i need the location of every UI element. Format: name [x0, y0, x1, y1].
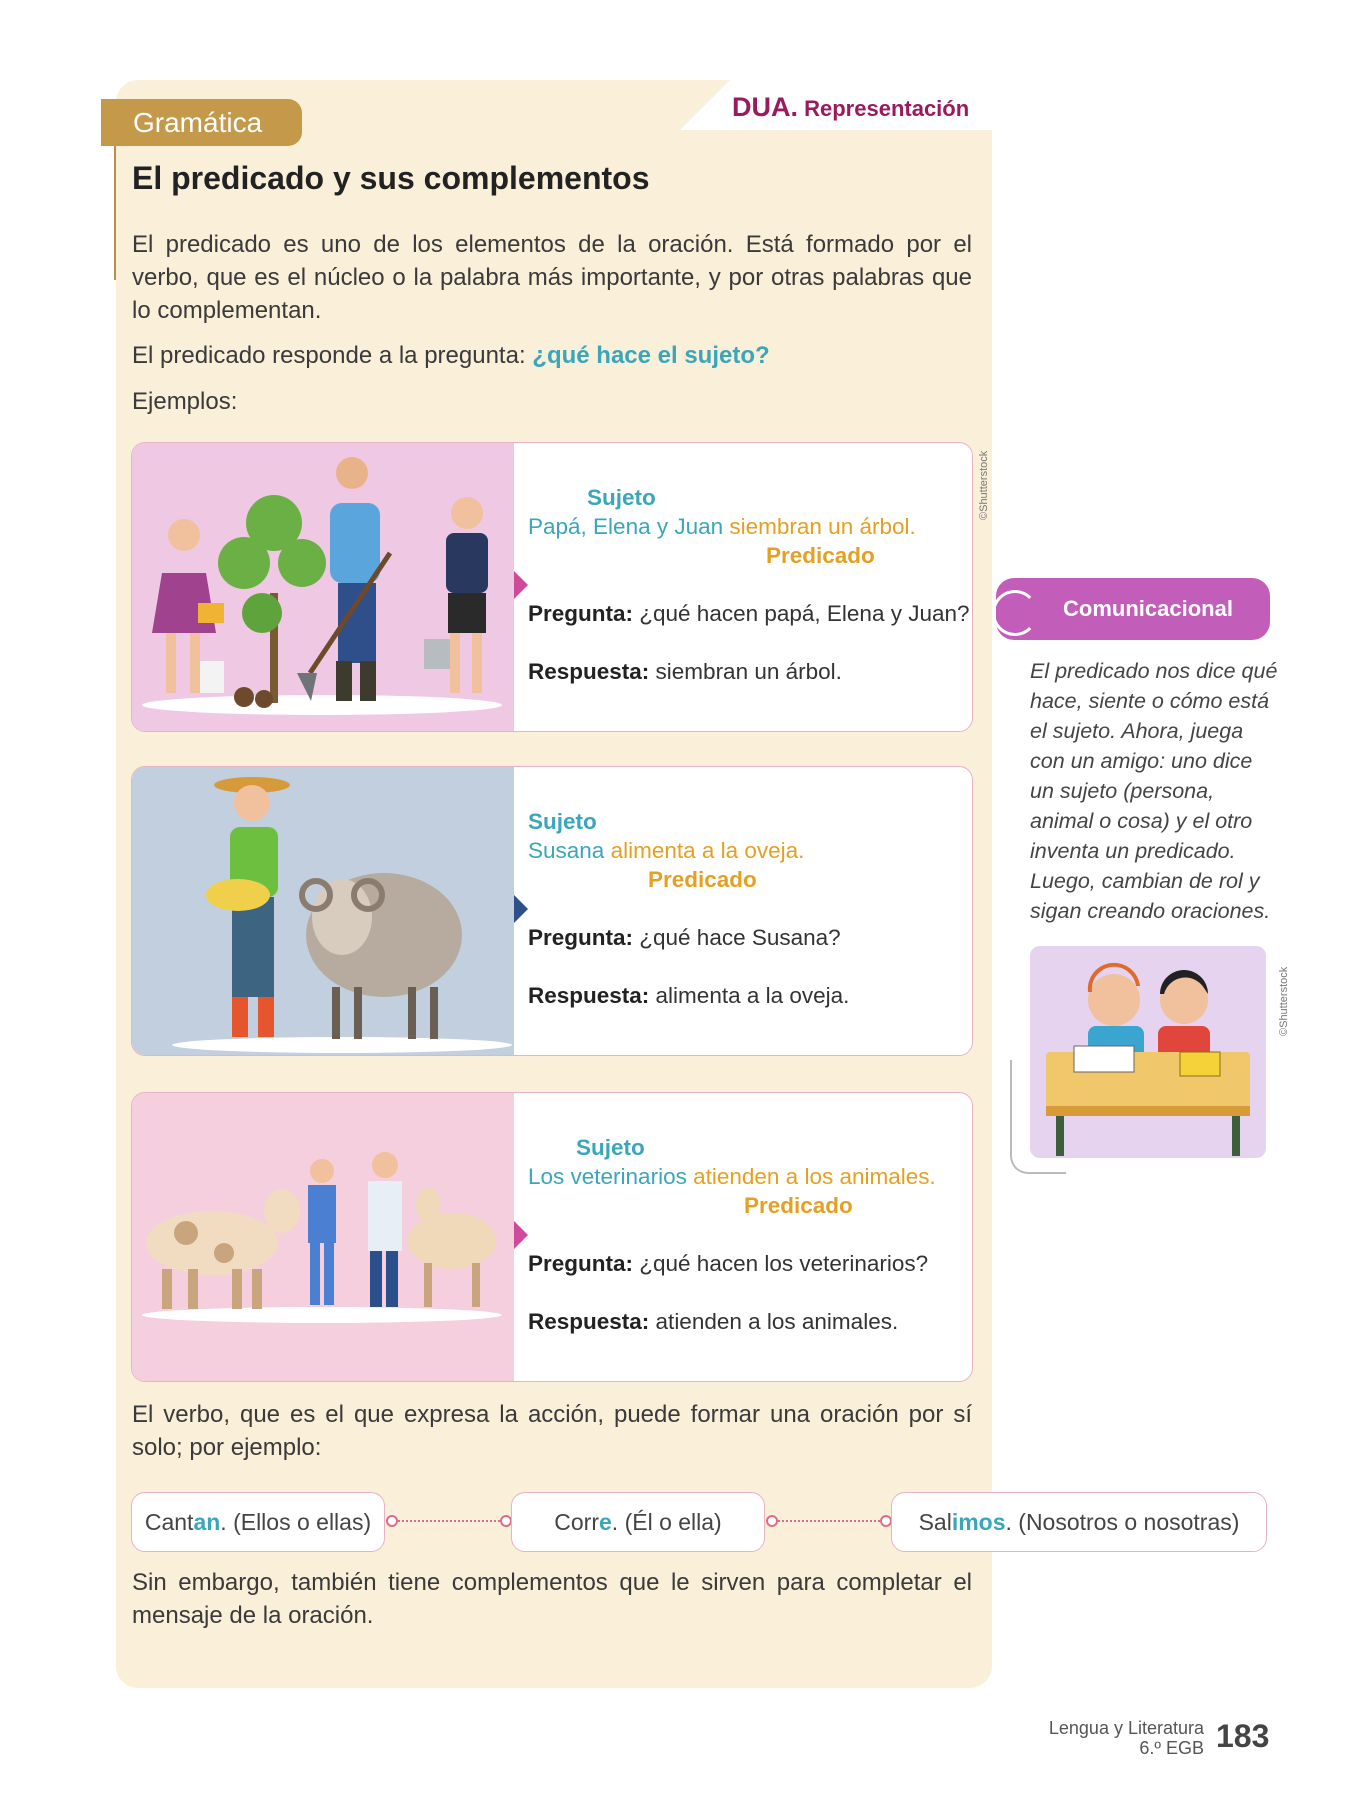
- pregunta-line: Pregunta: ¿qué hace Susana?: [528, 925, 841, 950]
- dua-label: DUA. Representación: [732, 92, 970, 122]
- predicado-label: Predicado: [648, 867, 757, 892]
- dua-notch-corner: [680, 80, 730, 130]
- connector-line: [778, 1520, 880, 1522]
- connector-line: [398, 1520, 500, 1522]
- respuesta-line: Respuesta: atienden a los animales.: [528, 1309, 899, 1334]
- card-arrow: [514, 1221, 528, 1249]
- closing-paragraph: Sin embargo, también tiene complementos que le sirven para completar el mensaje de la oración.: [132, 1569, 972, 1629]
- verb-paragraph: El verbo, que es el que expresa la acción, puede formar una oración por sí solo; por ejemplo:: [132, 1401, 972, 1461]
- kids-at-desk-illustration: [1030, 946, 1266, 1158]
- pregunta-line: Pregunta: ¿qué hacen papá, Elena y Juan?: [528, 601, 970, 626]
- sidebar-text: El predicado nos dice qué hace, siente o cómo está el sujeto. Ahora, juega con un amigo: uno dice un sujeto (persona, animal o cosa) y el otro inventa un predicado. Luego, cambian de rol y sigan creando oraciones.: [1030, 659, 1278, 923]
- verb-example-pill: Cantan. (Ellos o ellas): [131, 1492, 385, 1552]
- sidebar-heading: Comunicacional: [996, 578, 1270, 640]
- verb-example-pill: Salimos. (Nosotros o nosotras): [891, 1492, 1267, 1552]
- pregunta-line: Pregunta: ¿qué hacen los veterinarios?: [528, 1251, 929, 1276]
- example-text: [528, 483, 970, 686]
- sujeto-label: Sujeto: [587, 485, 656, 510]
- sujeto-label: Sujeto: [576, 1135, 645, 1160]
- woman-feeding-sheep-illustration: [132, 767, 514, 1055]
- intro-question-paragraph: El predicado responde a la pregunta: ¿qué hace el sujeto?: [132, 342, 770, 369]
- card-arrow: [514, 895, 528, 923]
- respuesta-line: Respuesta: alimenta a la oveja.: [528, 983, 850, 1008]
- example-card: [131, 442, 973, 732]
- verb-example-pill: Corre. (Él o ella): [511, 1492, 765, 1552]
- example-sentence: Susana alimenta a la oveja.: [528, 838, 805, 863]
- tab-divider: [114, 146, 116, 280]
- image-credit: ©Shutterstock: [978, 450, 990, 520]
- page-number: 183: [1216, 1718, 1270, 1754]
- intro-paragraph: El predicado es uno de los elementos de la oración. Está formado por el verbo, que es el núcleo o la palabra más importante, y por otras palabras que lo complementan.: [132, 231, 972, 324]
- connector-dot: [386, 1515, 398, 1527]
- example-card: [131, 1092, 973, 1382]
- examples-heading: Ejemplos:: [132, 388, 238, 415]
- example-sentence: Los veterinarios atienden a los animales.: [528, 1164, 936, 1189]
- sujeto-label: Sujeto: [528, 809, 597, 834]
- predicado-label: Predicado: [744, 1193, 853, 1218]
- example-text: [528, 807, 849, 1010]
- page-title: El predicado y sus complementos: [132, 160, 650, 196]
- image-credit: ©Shutterstock: [1278, 966, 1290, 1036]
- family-planting-tree-illustration: [132, 443, 514, 731]
- example-card: [131, 766, 973, 1056]
- card-arrow: [514, 571, 528, 599]
- question-highlight: ¿qué hace el sujeto?: [532, 342, 770, 369]
- veterinarians-with-animals-illustration: [132, 1093, 514, 1381]
- example-text: [528, 1133, 936, 1336]
- predicado-label: Predicado: [766, 543, 875, 568]
- footer-subject: Lengua y Literatura 6.º EGB: [1048, 1718, 1204, 1758]
- swirl-icon: [992, 590, 1038, 636]
- section-tab: Gramática: [101, 99, 302, 146]
- example-sentence: Papá, Elena y Juan siembran un árbol.: [528, 514, 916, 539]
- respuesta-line: Respuesta: siembran un árbol.: [528, 659, 842, 684]
- connector-dot: [766, 1515, 778, 1527]
